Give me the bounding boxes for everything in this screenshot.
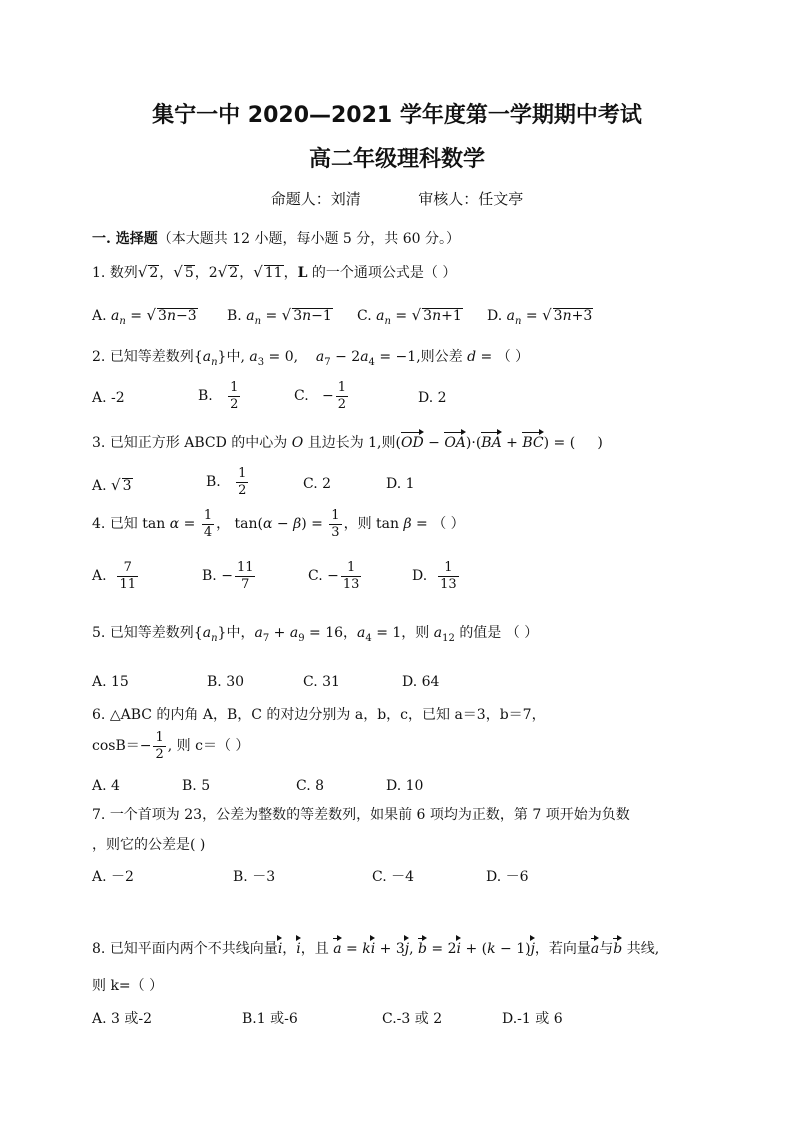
q7-option-b: B. －3: [233, 869, 276, 885]
q6-option-a: A. 4: [92, 778, 120, 794]
section-note: （本大题共 12 小题，每小题 5 分，共 60 分。）: [157, 231, 460, 247]
q8-option-c: C.-3 或 2: [382, 1011, 443, 1027]
author-label: 命题人：刘清: [270, 190, 361, 208]
question-2: 2. 已知等差数列$\{a_n\}$中, $a_3 = 0$, $a_7 - 2a_4 = -1$,则公差 d = （ ）: [92, 349, 530, 368]
q1-option-d: D. $a_n$ = √ 3n+3: [487, 306, 593, 327]
q4-option-a: A. $\frac{7}{11}$: [92, 560, 137, 592]
authors-line: [0, 188, 794, 209]
q5-option-c: C. 31: [303, 674, 340, 690]
q1-option-b: B. $a_n$ = √ 3n−1: [227, 306, 332, 327]
section-heading: 一. 选择题（本大题共 12 小题，每小题 5 分，共 60 分。）: [92, 231, 460, 247]
q2-option-b: B. $\frac{1}{2}$: [198, 380, 239, 412]
q5-option-b: B. 30: [207, 674, 245, 690]
q6-option-b: B. 5: [182, 778, 211, 794]
question-5: 5. 已知等差数列$\{a_n\}$中，$a_7 + a_9 = 16$，$a_4 = 1$，则 $a_{12}$ 的值是 （ ）: [92, 625, 539, 644]
q8-option-d: D.-1 或 6: [502, 1011, 563, 1027]
question-4: 4. 已知 tan α = $\frac{1}{4}$ ， tan(α − β) = $\frac{1}{3}$ ，则 tan β = （ ）: [92, 508, 465, 540]
q5-option-d: D. 64: [402, 674, 440, 690]
question-7: 7. 一个首项为 23，公差为整数的等差数列，如果前 6 项均为正数，第 7 项开始为负数: [92, 807, 630, 823]
q4-option-c: C. − $\frac{1}{13}$: [308, 560, 360, 592]
q5-option-a: A. 15: [92, 674, 129, 690]
q2-option-d: D. 2: [418, 390, 447, 406]
q3-option-d: D. 1: [386, 476, 415, 492]
q6-option-c: C. 8: [296, 778, 325, 794]
question-8: 8. 已知平面内两个不共线向量i，i，且 a = ki + 3j, b = 2i + (k − 1)j，若向量a与b 共线,: [92, 941, 660, 957]
q3-option-b: B. $\frac{1}{2}$: [206, 466, 247, 498]
q7-option-a: A. －2: [92, 869, 134, 885]
reviewer-label: 审核人：任文亭: [418, 190, 524, 208]
q3-option-a: A. √ 3: [92, 476, 132, 494]
exam-subtitle: 高二年级理科数学: [308, 147, 485, 172]
q8-option-a: A. 3 或-2: [92, 1011, 153, 1027]
q2-option-c: C. − $\frac{1}{2}$: [294, 380, 347, 412]
question-6-line2: cosB＝− $\frac{1}{2}$ , 则 c＝（ ）: [92, 730, 250, 762]
exam-title: 集宁一中 2020—2021 学年度第一学期期中考试: [152, 103, 642, 128]
q4-option-b: B. − $\frac{11}{7}$: [202, 560, 254, 592]
q2-option-a: A. -2: [92, 390, 125, 406]
q8-option-b: B.1 或-6: [242, 1011, 298, 1027]
q6-option-d: D. 10: [386, 778, 424, 794]
q1-suffix: 的一个通项公式是（ ）: [311, 265, 457, 281]
question-8-line2: 则 k=（ ）: [92, 978, 164, 994]
q1-option-c: C. $a_n$ = √ 3n+1: [357, 306, 462, 327]
q7-option-c: C. －4: [372, 869, 415, 885]
question-1: 1. 数列√ 2，√ 5，2√ 2，√ 11，L 的一个通项公式是（ ）: [92, 263, 457, 281]
question-3: 3. 已知正方形 ABCD 的中心为 O 且边长为 1,则(OD − OA)·(BA + BC) = ( ): [92, 435, 603, 451]
q1-option-a: A. $a_n$ = √ 3n−3: [92, 306, 197, 327]
question-6: 6. △ABC 的内角 A，B，C 的对边分别为 a，b，c，已知 a＝3，b＝7，: [92, 707, 546, 723]
question-7-line2: ，则它的公差是( ): [92, 837, 206, 853]
q1-prefix: 数列: [109, 265, 138, 281]
q4-option-d: D. $\frac{1}{13}$: [412, 560, 457, 592]
q3-option-c: C. 2: [303, 476, 332, 492]
q7-option-d: D. －6: [486, 869, 529, 885]
